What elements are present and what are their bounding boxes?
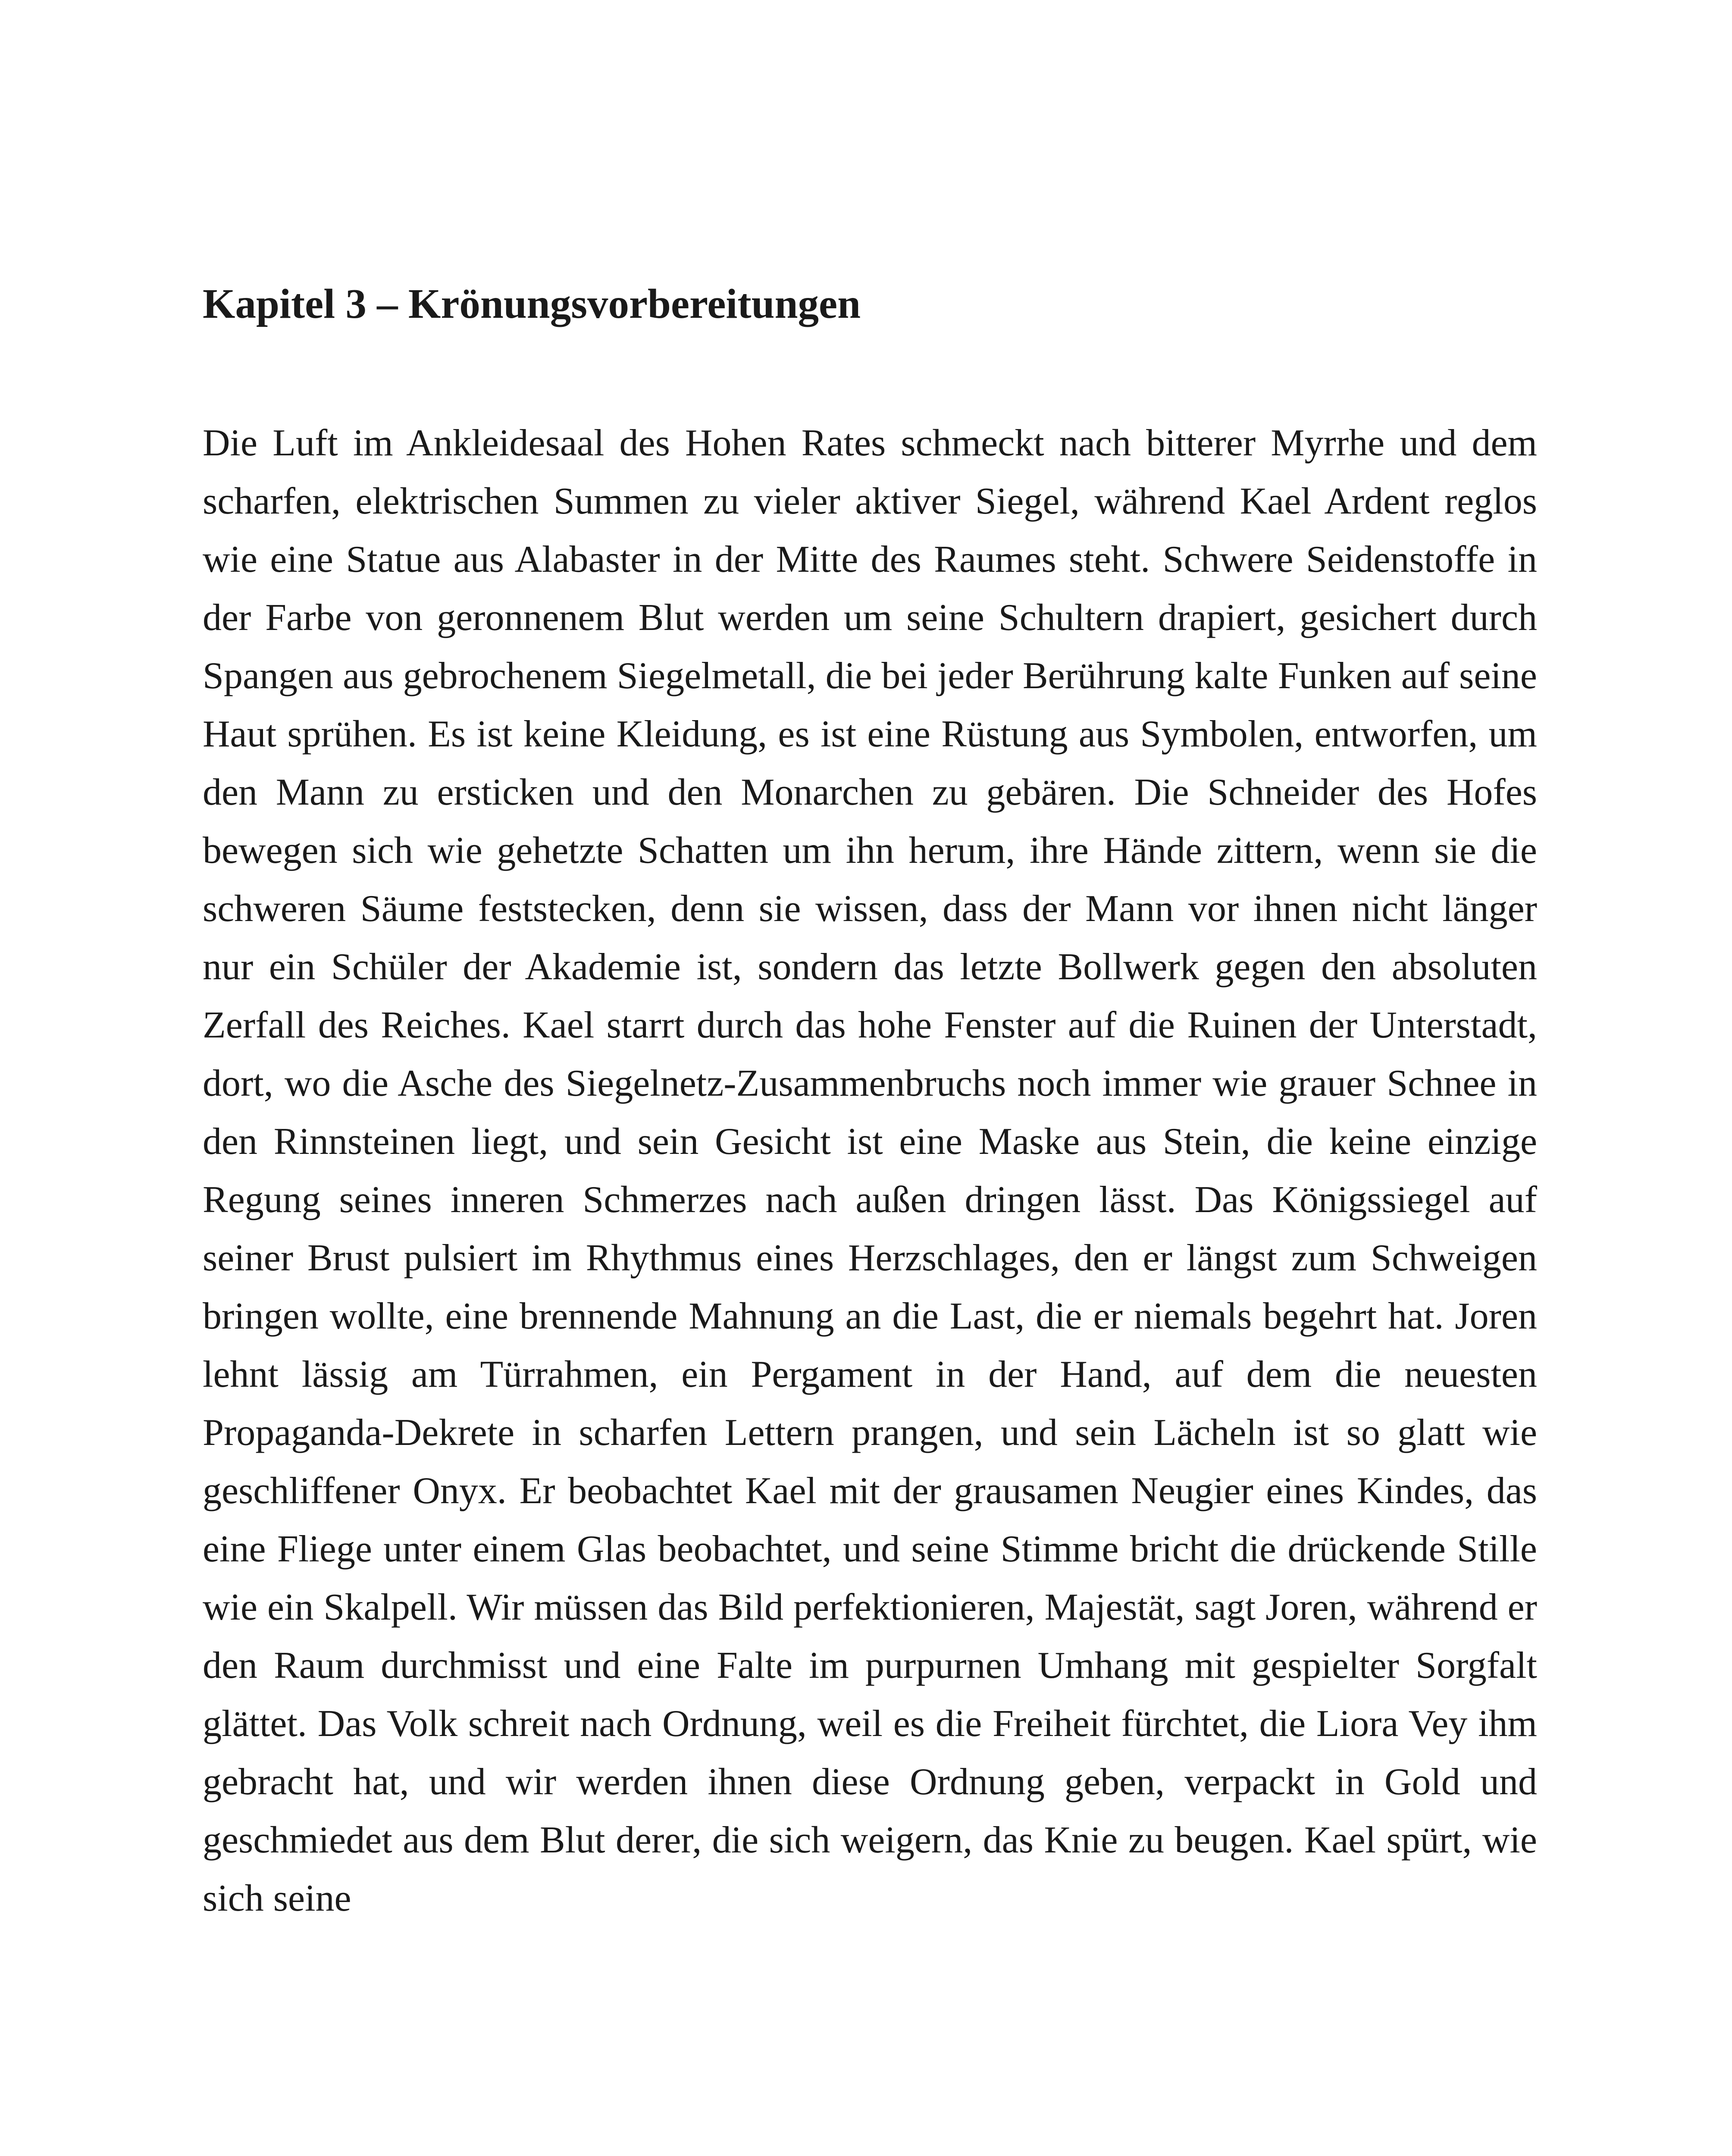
- chapter-title: Kapitel 3 – Krönungsvorbereitungen: [203, 281, 861, 327]
- page-content: [203, 276, 1537, 1927]
- body-paragraph: Die Luft im Ankleidesaal des Hohen Rates schmeckt nach bitterer Myrrhe und dem scharfen, elektrischen Summen zu vieler aktiver Siegel, während Kael Ardent reglos wie eine Statue aus Alabaster in der Mitte des Raumes steht. Schwere Seidenstoffe in der Farbe von geronnenem Blut werden um seine Schultern drapiert, gesichert durch Spangen aus gebrochenem Siegelmetall, die bei jeder Berührung kalte Funken auf seine Haut sprühen. Es ist keine Kleidung, es ist eine Rüstung aus Symbolen, entworfen, um den Mann zu ersticken und den Monarchen zu gebären. Die Schneider des Hofes bewegen sich wie gehetzte Schatten um ihn herum, ihre Hände zittern, wenn sie die schweren Säume feststecken, denn sie wissen, dass der Mann vor ihnen nicht länger nur ein Schüler der Akademie ist, sondern das letzte Bollwerk gegen den absoluten Zerfall des Reiches. Kael starrt durch das hohe Fenster auf die Ruinen der Unterstadt, dort, wo die Asche des Siegelnetz-Zusammenbruchs noch immer wie grauer Schnee in den Rinnsteinen liegt, und sein Gesicht ist eine Maske aus Stein, die keine einzige Regung seines inneren Schmerzes nach außen dringen lässt. Das Königssiegel auf seiner Brust pulsiert im Rhythmus eines Herzschlages, den er längst zum Schweigen bringen wollte, eine brennende Mahnung an die Last, die er niemals begehrt hat. Joren lehnt lässig am Türrahmen, ein Pergament in der Hand, auf dem die neuesten Propaganda-Dekrete in scharfen Lettern prangen, und sein Lächeln ist so glatt wie geschliffener Onyx. Er beobachtet Kael mit der grausamen Neugier eines Kindes, das eine Fliege unter einem Glas beobachtet, und seine Stimme bricht die drückende Stille wie ein Skalpell. Wir müssen das Bild perfektionieren, Majestät, sagt Joren, während er den Raum durchmisst und eine Falte im purpurnen Umhang mit gespielter Sorgfalt glättet. Das Volk schreit nach Ordnung, weil es die Freiheit fürchtet, die Liora Vey ihm gebracht hat, und wir werden ihnen diese Ordnung geben, verpackt in Gold und geschmiedet aus dem Blut derer, die sich weigern, das Knie zu beugen. Kael spürt, wie sich seine: [203, 422, 1537, 1919]
